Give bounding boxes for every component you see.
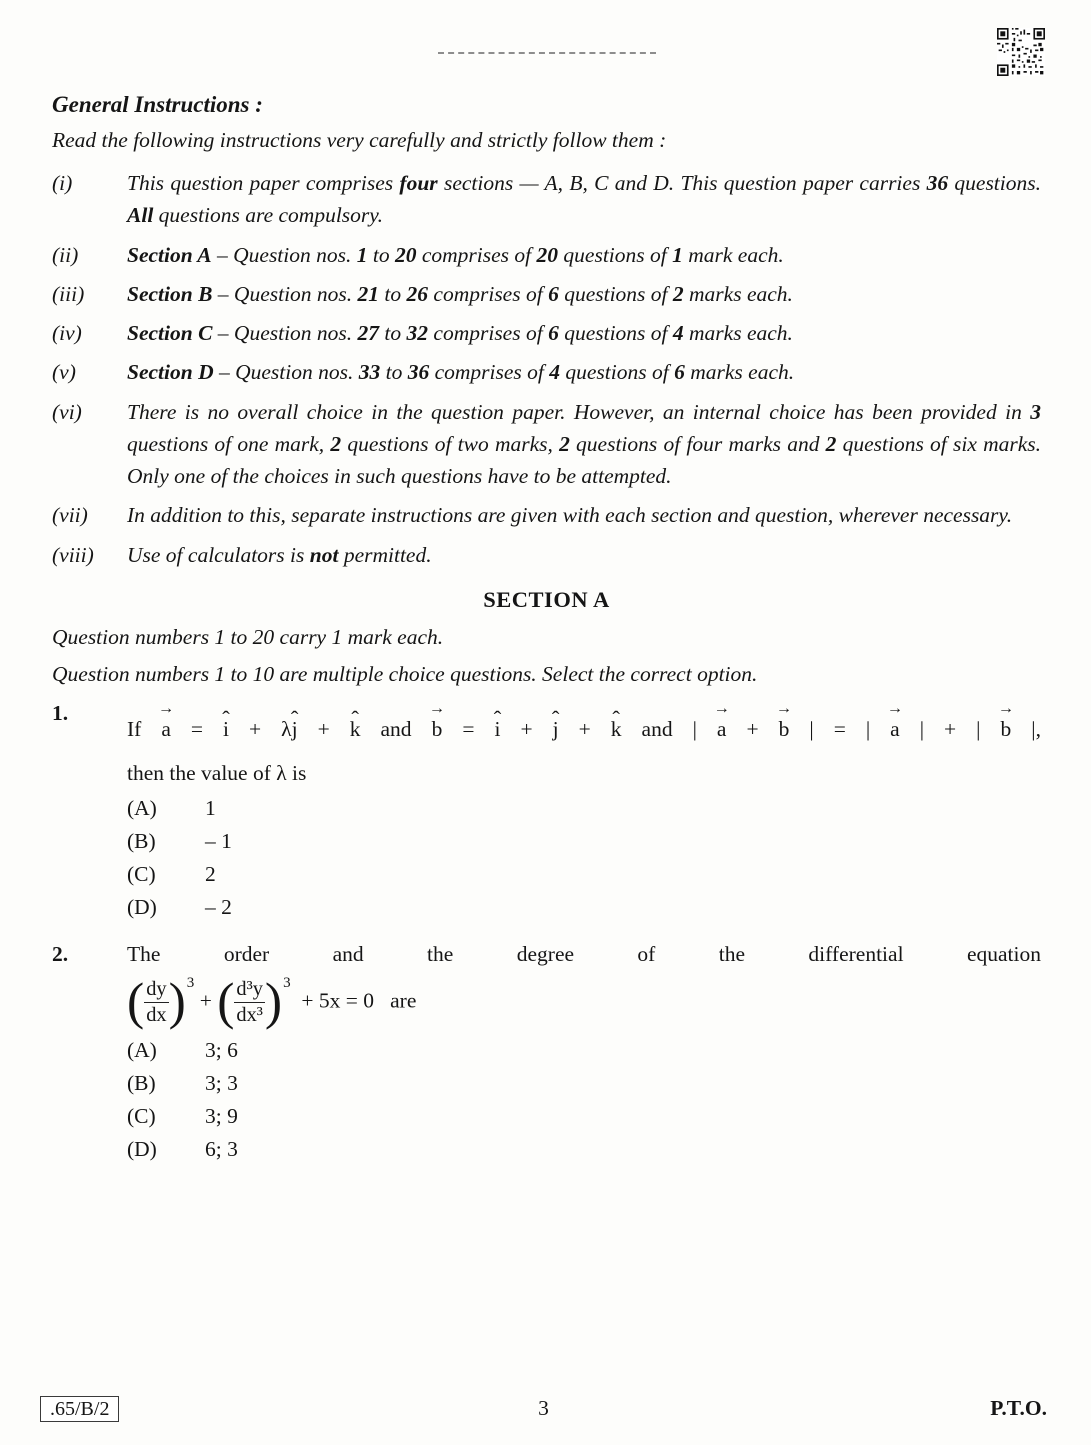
question-2-body (127, 942, 1041, 1170)
instruction-text: Section C – Question nos. 27 to 32 comprises of 6 questions of 4 marks each. (127, 321, 793, 345)
option-value: 3; 9 (205, 1103, 238, 1128)
option-label: (C) (127, 861, 156, 886)
option-row (127, 1071, 1041, 1096)
question-1-math: If → a = ˆ i + λˆ j + ˆ k and → b = ˆ i + ˆ j + ˆ k and | → a + → b | = | → a | + | → b |, (127, 701, 1041, 751)
question-2-options (127, 1038, 1041, 1162)
question-1-body (127, 701, 1041, 928)
instructions-title: General Instructions : (52, 92, 263, 117)
instruction-item-8 (52, 539, 1041, 571)
option-label: (A) (127, 795, 157, 820)
option-row (127, 829, 1041, 854)
marks-note: Question numbers 1 to 20 carry 1 mark each. (52, 624, 444, 649)
question-2-number: 2. (52, 941, 69, 966)
instruction-text: There is no overall choice in the question paper. However, an internal choice has been provided in 3 questions of one mark, 2 questions of two marks, 2 questions of four marks and 2 questions of six marks. Only one of the choices in such questions have to be attempted. (127, 399, 1041, 488)
instruction-text: In addition to this, separate instructions are given with each section and question, wherever necessary. (127, 503, 1013, 528)
instruction-number: (vii) (52, 503, 88, 528)
option-value: 6; 3 (205, 1136, 238, 1161)
option-value: 3; 6 (205, 1037, 238, 1062)
option-label: (A) (127, 1037, 157, 1062)
question-1-text: then the value of λ is (127, 760, 307, 785)
instruction-number: (i) (52, 171, 73, 195)
instruction-number: (v) (52, 360, 76, 385)
footer-left (40, 1396, 538, 1421)
option-label: (D) (127, 894, 157, 919)
option-row (127, 1038, 1041, 1063)
question-1-number: 1. (52, 700, 69, 725)
qr-code (997, 28, 1045, 76)
question-1-options (127, 796, 1041, 920)
option-row (127, 862, 1041, 887)
question-2 (52, 942, 1041, 1170)
option-row (127, 796, 1041, 821)
option-value: 1 (205, 795, 216, 820)
question-2-text: The order and the degree of the differential equation (127, 941, 1041, 966)
instruction-item-3 (52, 278, 1041, 310)
fraction: $\frac{\text{d³y}}{\text{dx³}}$ (236, 978, 263, 1026)
question-2-equation: ( $\frac{dy}{dx}$ )$^3$ + ( $\frac{\text{d³y}}{\text{dx³}}$ )$^3$ + 5x = 0 are (127, 973, 417, 1031)
instruction-text: This question paper comprises four sections — A, B, C and D. This question paper carries 36 questions. All questions are compulsory. (127, 171, 1041, 228)
page-header (52, 30, 1041, 84)
option-value: 3; 3 (205, 1070, 238, 1095)
instruction-number: (ii) (52, 242, 79, 267)
instruction-text: Section A – Question nos. 1 to 20 comprises of 20 questions of 1 mark each. (127, 242, 784, 267)
option-value: 2 (205, 861, 216, 886)
page-number: 3 (538, 1396, 549, 1420)
option-label: (D) (127, 1136, 157, 1161)
instruction-text: Use of calculators is not permitted. (127, 542, 432, 567)
instruction-item-7 (52, 499, 1041, 531)
instruction-text: Section D – Question nos. 33 to 36 comprises of 4 questions of 6 marks each. (127, 360, 795, 385)
fraction: $\frac{dy}{dx}$ (146, 978, 167, 1026)
instructions-subtitle: Read the following instructions very carefully and strictly follow them : (52, 128, 667, 152)
question-1 (52, 701, 1041, 928)
pto-label: P.T.O. (990, 1396, 1047, 1420)
option-row (127, 895, 1041, 920)
section-a-title: SECTION A (483, 586, 610, 612)
instruction-item-5 (52, 356, 1041, 388)
footer-right (549, 1396, 1047, 1421)
option-value: – 1 (205, 828, 232, 853)
instruction-text: Section B – Question nos. 21 to 26 comprises of 6 questions of 2 marks each. (127, 281, 793, 306)
page-footer (40, 1396, 1047, 1421)
option-row (127, 1137, 1041, 1162)
option-label: (B) (127, 1070, 156, 1095)
option-label: (C) (127, 1103, 156, 1128)
paper-code: .65/B/2 (40, 1396, 119, 1422)
option-label: (B) (127, 828, 156, 853)
header-dashed-line (438, 52, 656, 54)
option-value: – 2 (205, 894, 232, 919)
instruction-number: (iii) (52, 281, 85, 306)
mcq-note: Question numbers 1 to 10 are multiple choice questions. Select the correct option. (52, 661, 758, 686)
instruction-number: (viii) (52, 542, 94, 567)
instruction-item-4 (52, 317, 1041, 349)
instruction-item-6 (52, 396, 1041, 493)
option-row (127, 1104, 1041, 1129)
instruction-item-2 (52, 239, 1041, 271)
instruction-item-1 (52, 167, 1041, 232)
instruction-number: (iv) (52, 321, 82, 345)
instruction-number: (vi) (52, 399, 82, 424)
